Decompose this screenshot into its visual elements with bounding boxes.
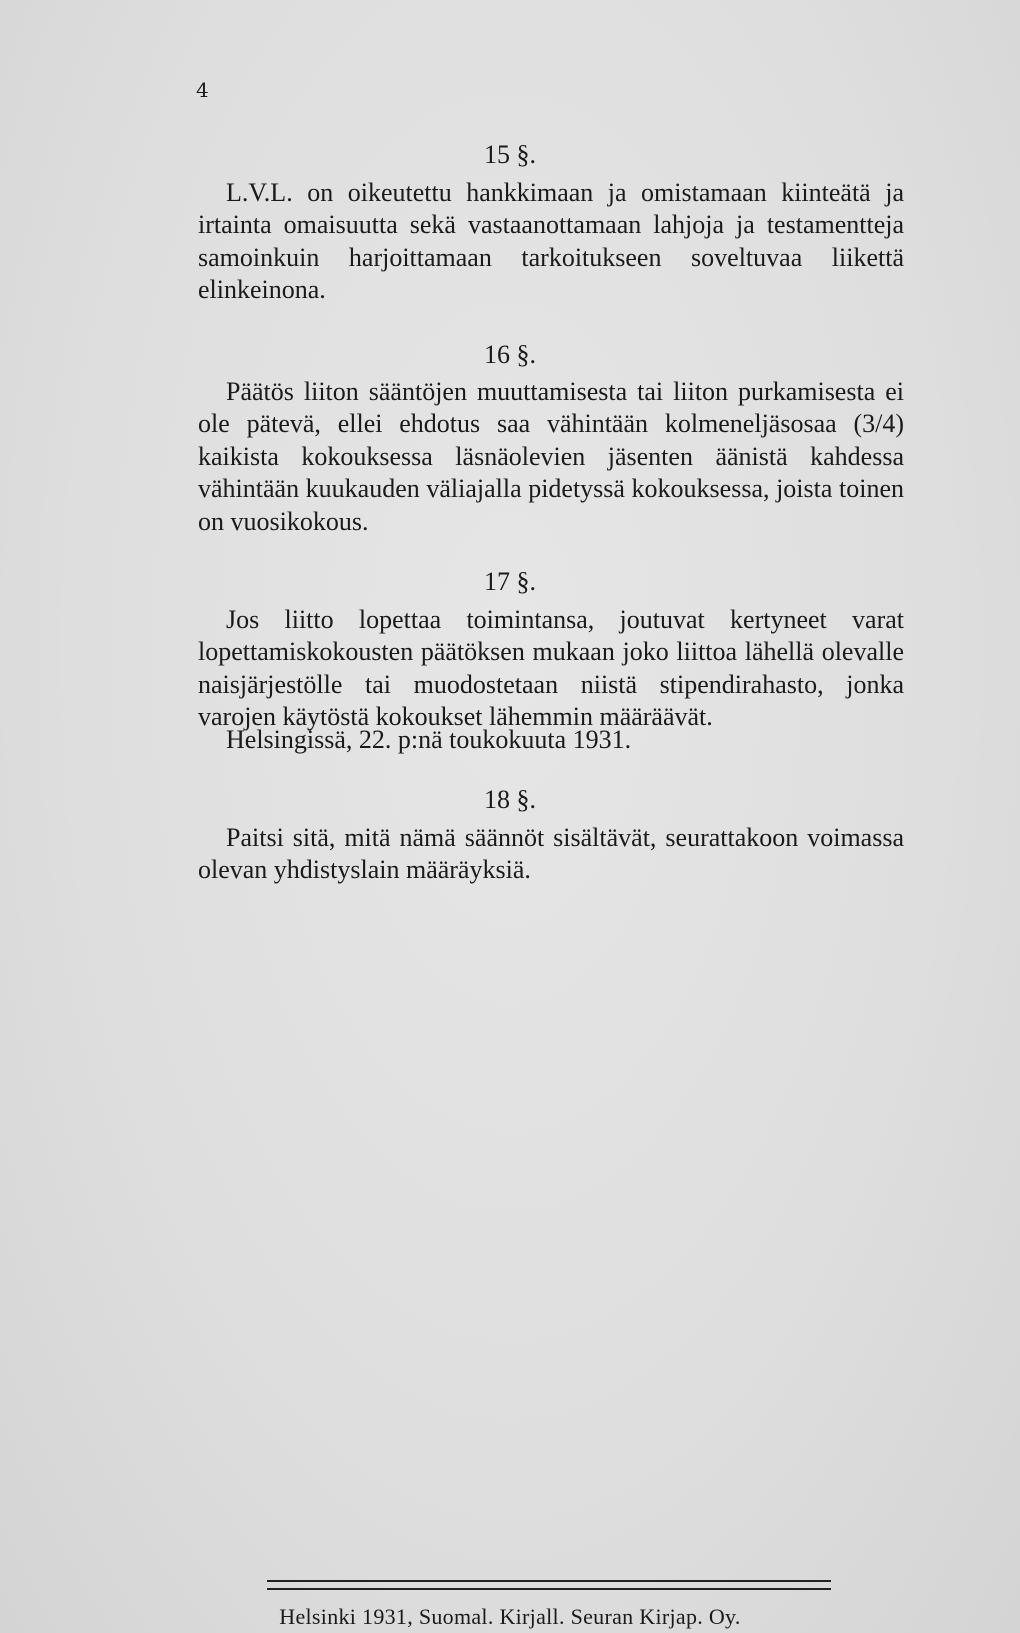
- printer-imprint: Helsinki 1931, Suomal. Kirjall. Seuran Kirjap. Oy.: [279, 1604, 741, 1629]
- place-date: Helsingissä, 22. p:nä toukokuuta 1931.: [226, 725, 632, 754]
- rule-lower: [267, 1588, 831, 1590]
- section-15-heading: 15 §.: [484, 140, 536, 169]
- section-18-heading: 18 §.: [484, 785, 536, 814]
- section-15-text: L.V.L. on oikeutettu hankkimaan ja omistamaan kiinteätä ja irtainta omaisuutta sekä vastaanottamaan lahjoja ja testamentteja samoinkuin harjoittamaan tarkoitukseen soveltuvaa liikettä elinkeinona.: [198, 178, 904, 305]
- section-17-heading: 17 §.: [484, 567, 536, 596]
- section-18-text: Paitsi sitä, mitä nämä säännöt sisältävät, seurattakoon voimassa olevan yhdistyslain määräyksiä.: [198, 823, 904, 885]
- page-number: 4: [196, 78, 209, 102]
- section-17-text: Jos liitto lopettaa toimintansa, joutuvat kertyneet varat lopettamiskokousten päätöksen mukaan joko liittoa lähellä olevalle naisjärjestölle tai muodostetaan niistä stipendirahasto, jonka varojen käytöstä kokoukset lähemmin määräävät.: [198, 605, 904, 732]
- rule-upper: [267, 1580, 831, 1582]
- section-16-text: Päätös liiton sääntöjen muuttamisesta tai liiton purkamisesta ei ole pätevä, ellei ehdotus saa vähintään kolmeneljäsosaa (3/4) kaikista kokouksessa läsnäolevien jäsenten äänistä kahdessa vähintään kuukauden väliajalla pidetyssä kokouksessa, joista toinen on vuosikokous.: [198, 377, 904, 536]
- section-16-heading: 16 §.: [484, 340, 536, 369]
